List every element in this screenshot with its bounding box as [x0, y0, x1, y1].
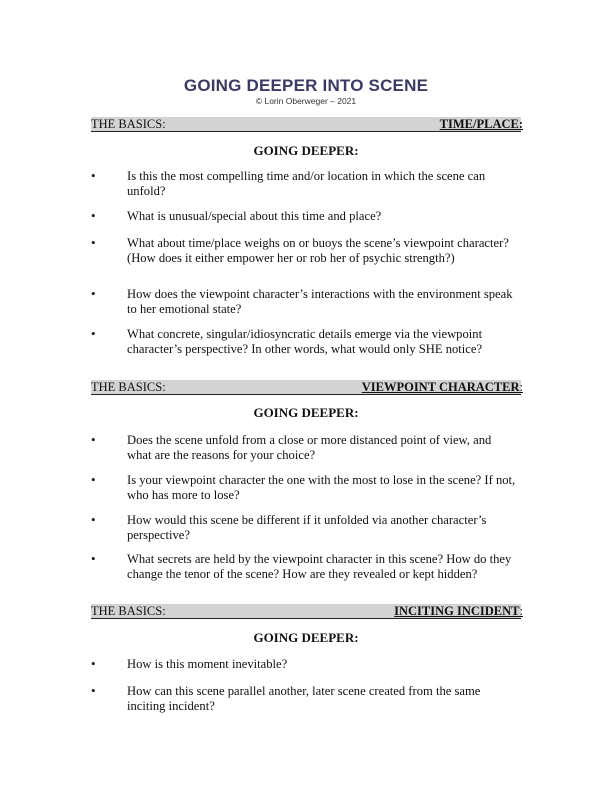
going-deeper-heading: GOING DEEPER:: [253, 143, 359, 158]
bullet: •: [91, 168, 96, 183]
section-topic: [362, 380, 523, 394]
bullet: •: [91, 235, 96, 250]
bullet: •: [91, 472, 96, 487]
section-topic: TIME/PLACE:: [439, 117, 523, 131]
list-item-text: What concrete, singular/idiosyncratic details emerge via the viewpoint character’s perspective? In other words, what would only SHE notice?: [127, 327, 483, 356]
bullet: •: [91, 208, 96, 223]
list-item-text: How does the viewpoint character’s interactions with the environment speak to her emotional state?: [127, 287, 513, 316]
section-bar-viewpoint-character: [91, 380, 521, 395]
bullet: •: [91, 326, 96, 341]
basics-label: THE BASICS:: [91, 117, 166, 131]
section-topic: [394, 604, 523, 618]
going-deeper-heading: GOING DEEPER:: [253, 630, 359, 645]
section-topic-colon: :: [519, 380, 523, 394]
list-item-text: Is this the most compelling time and/or location in which the scene can unfold?: [127, 169, 486, 198]
bullet: •: [91, 286, 96, 301]
section-topic-text: VIEWPOINT CHARACTER: [361, 380, 520, 394]
list-item-text: What is unusual/special about this time and place?: [127, 209, 382, 223]
page-title: GOING DEEPER INTO SCENE: [183, 76, 429, 95]
list-item-text: What about time/place weighs on or buoys the scene’s viewpoint character? (How does it either empower her or rob her of psychic strength?): [127, 236, 509, 265]
section-bar-time-place: [91, 117, 521, 132]
list-item-text: Does the scene unfold from a close or more distanced point of view, and what are the reasons for your choice?: [127, 433, 492, 462]
bullet: •: [91, 656, 96, 671]
section-topic-text: INCITING INCIDENT: [394, 604, 520, 618]
basics-label: THE BASICS:: [91, 380, 166, 394]
list-item-text: Is your viewpoint character the one with the most to lose in the scene? If not, who has more to lose?: [127, 473, 516, 502]
bullet: •: [91, 683, 96, 698]
bullet: •: [91, 432, 96, 447]
list-item-text: How is this moment inevitable?: [127, 657, 288, 671]
bullet: •: [91, 551, 96, 566]
bullet: •: [91, 512, 96, 527]
going-deeper-heading: GOING DEEPER:: [253, 405, 359, 420]
section-bar-inciting-incident: [91, 604, 521, 619]
list-item-text: What secrets are held by the viewpoint character in this scene? How do they change the tenor of the scene? How are they revealed or kept hidden?: [127, 552, 512, 581]
list-item-text: How would this scene be different if it unfolded via another character’s perspective?: [127, 513, 487, 542]
list-item-text: How can this scene parallel another, later scene created from the same inciting incident?: [127, 684, 481, 713]
basics-label: THE BASICS:: [91, 604, 166, 618]
section-topic-colon: :: [519, 604, 523, 618]
copyright-line: © Lorin Oberweger – 2021: [255, 96, 357, 106]
